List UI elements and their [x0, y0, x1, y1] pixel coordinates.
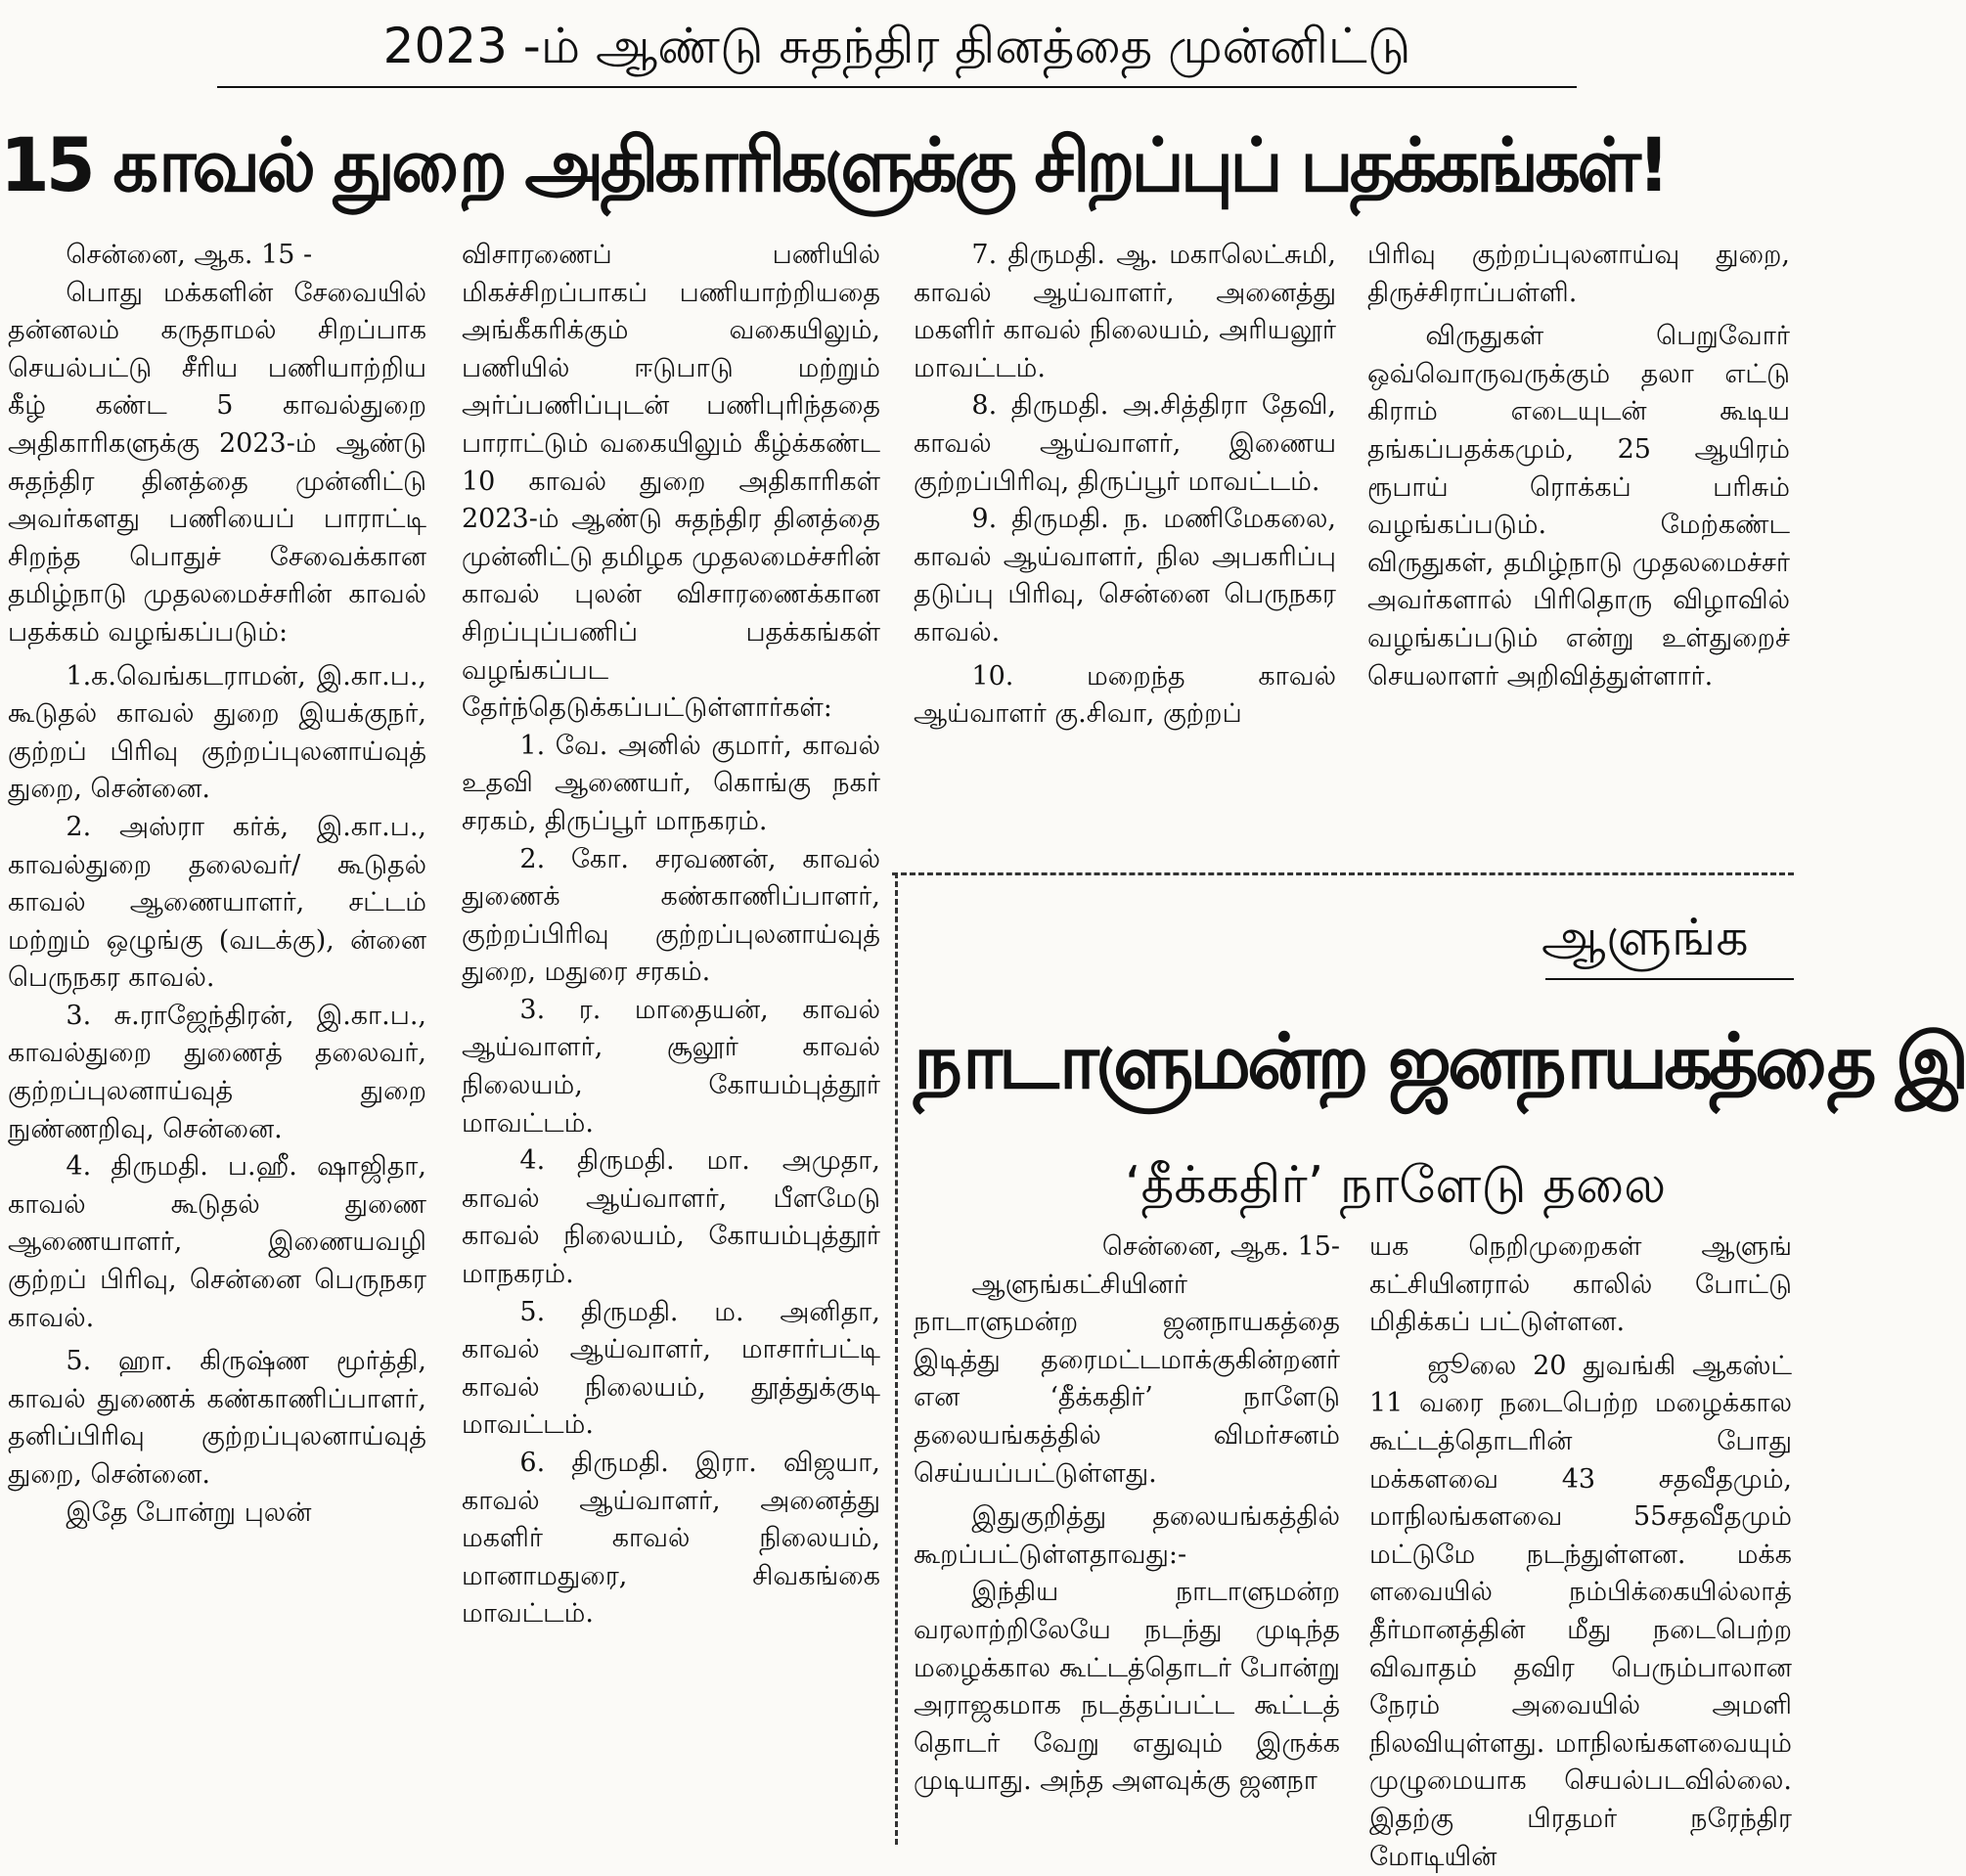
kicker-rule [217, 86, 1577, 88]
paragraph: ஜூலை 20 துவங்கி ஆகஸ்ட் 11 வரை நடைபெற்ற மழைக்கால கூட்டத்தொடரின் போது மக்களவை 43 சதவீதமும், மாநிலங்களவை 55சதவீதமும் மட்டுமே நடந்துள்ளன. மக்க ளவையில் நம்பிக்கையில்லாத் தீர்மானத்தின் மீது நடைபெற்ற விவாதம் தவிர பெரும்பாலான நேரம் அவையில் அமளி நிலவியுள்ளது. மாநிலங்களவையும் முழுமையாக செயல்படவில்லை. இதற்கு பிரதமர் நரேந்திர மோடியின் [1369, 1350, 1792, 1872]
article2-subhead: ‘தீக்கதிர்’ நாளேடு தலை [1125, 1156, 1667, 1215]
dateline: சென்னை, ஆக. 15- [1101, 1231, 1340, 1262]
article1-column-2 [462, 237, 880, 1633]
article2-column-1 [914, 1228, 1340, 1801]
list-item: 2. கோ. சரவணன், காவல் துணைக் கண்காணிப்பாளர், குற்றப்பிரிவு குற்றப்புலனாய்வுத் துறை, மதுரை சரகம். [462, 843, 880, 988]
paragraph: இதுகுறித்து தலையங்கத்தில் கூறப்பட்டுள்ளதாவது:- [914, 1501, 1340, 1570]
article2-kicker-rule [1545, 978, 1794, 980]
list-item: 8. திருமதி. அ.சித்திரா தேவி, காவல் ஆய்வாளர், இணைய குற்றப்பிரிவு, திருப்பூர் மாவட்டம். [914, 390, 1336, 497]
list-item: 9. திருமதி. ந. மணிமேகலை, காவல் ஆய்வாளர், நில அபகரிப்பு தடுப்பு பிரிவு, சென்னை பெருநகர காவல். [914, 504, 1336, 648]
article2-kicker: ஆளுங்க [1542, 909, 1749, 967]
paragraph: பிரிவு குற்றப்புலனாய்வு துறை, திருச்சிராப்பள்ளி. [1367, 240, 1790, 308]
paragraph: யக நெறிமுறைகள் ஆளுங் கட்சியினரால் காலில் போட்டு மிதிக்கப் பட்டுள்ளன. [1369, 1231, 1792, 1338]
paragraph: விருதுகள் பெறுவோர் ஒவ்வொருவருக்கும் தலா எட்டு கிராம் எடையுடன் கூடிய தங்கப்பதக்கமும், 25 ஆயிரம் ரூபாய் ரொக்கப் பரிசும் வழங்கப்படும். மேற்கண்ட விருதுகள், தமிழ்நாடு முதலமைச்சர் அவர்களால் பிரிதொரு விழாவில் வழங்கப்படும் என்று உள்துறைச் செயலாளர் அறிவித்துள்ளார். [1367, 321, 1790, 692]
list-item: 5. திருமதி. ம. அனிதா, காவல் ஆய்வாளர், மாசார்பட்டி காவல் நிலையம், தூத்துக்குடி மாவட்டம். [462, 1296, 880, 1441]
list-item: 5. ஹா. கிருஷ்ண மூர்த்தி, காவல் துணைக் கண்காணிப்பாளர், தனிப்பிரிவு குற்றப்புலனாய்வுத் துறை, சென்னை. [8, 1346, 426, 1490]
dateline: சென்னை, ஆக. 15 - [66, 240, 313, 270]
list-item: 1.க.வெங்கடராமன், இ.கா.ப., கூடுதல் காவல் துறை இயக்குநர், குற்றப் பிரிவு குற்றப்புலனாய்வுத் துறை, சென்னை. [8, 660, 426, 805]
paragraph: இந்திய நாடாளுமன்ற வரலாற்றிலேயே நடந்து முடிந்த மழைக்கால கூட்டத்தொடர் போன்று அராஜகமாக நடத்தப்பட்ட கூட்டத் தொடர் வேறு எதுவும் இருக்க முடியாது. அந்த அளவுக்கு ஜனநா [914, 1577, 1340, 1797]
list-item: 3. சு.ராஜேந்திரன், இ.கா.ப., காவல்துறை துணைத் தலைவர், குற்றப்புலனாய்வுத் துறை நுண்ணறிவு, சென்னை. [8, 1000, 426, 1144]
section-divider-vertical [895, 872, 898, 1845]
list-item: 4. திருமதி. மா. அமுதா, காவல் ஆய்வாளர், பீளமேடு காவல் நிலையம், கோயம்புத்தூர் மாநகரம். [462, 1145, 880, 1290]
paragraph: பொது மக்களின் சேவையில் தன்னலம் கருதாமல் சிறப்பாக செயல்பட்டு சீரிய பணியாற்றிய கீழ் கண்ட 5 காவல்துறை அதிகாரிகளுக்கு 2023-ம் ஆண்டு சுதந்திர தினத்தை முன்னிட்டு அவர்களது பணியைப் பாராட்டி சிறந்த பொதுச் சேவைக்கான தமிழ்நாடு முதலமைச்சரின் காவல் பதக்கம் வழங்கப்படும்: [8, 277, 426, 648]
list-item: 4. திருமதி. ப.ஹீ. ஷாஜிதா, காவல் கூடுதல் துணை ஆணையாளர், இணையவழி குற்றப் பிரிவு, சென்னை பெருநகர காவல். [8, 1151, 426, 1333]
list-item: 3. ர. மாதையன், காவல் ஆய்வாளர், சூலூர் காவல் நிலையம், கோயம்புத்தூர் மாவட்டம். [462, 994, 880, 1139]
article1-column-3 [914, 237, 1336, 734]
list-item: 7. திருமதி. ஆ. மகாலெட்சுமி, காவல் ஆய்வாளர், அனைத்து மகளிர் காவல் நிலையம், அரியலூர் மாவட்டம். [914, 240, 1336, 383]
headline-kicker: 2023 -ம் ஆண்டு சுதந்திர தினத்தை முன்னிட்டு [382, 18, 1411, 74]
section-divider-horizontal [892, 872, 1794, 875]
list-item: 10. மறைந்த காவல் ஆய்வாளர் கு.சிவா, குற்றப் [914, 660, 1336, 730]
list-item: 1. வே. அனில் குமார், காவல் உதவி ஆணையர், கொங்கு நகர் சரகம், திருப்பூர் மாநகரம். [462, 730, 880, 836]
main-headline: 15 காவல் துறை அதிகாரிகளுக்கு சிறப்புப் பதக்கங்கள்! [0, 121, 1667, 208]
article2-column-2 [1369, 1228, 1792, 1876]
article1-column-4 [1367, 237, 1790, 695]
paragraph: விசாரணைப் பணியில் மிகச்சிறப்பாகப் பணியாற்றியதை அங்கீகரிக்கும் வகையிலும், பணியில் ஈடுபாடு மற்றும் அர்ப்பணிப்புடன் பணிபுரிந்ததை பாராட்டும் வகையிலும் கீழ்க்கண்ட 10 காவல் துறை அதிகாரிகள் 2023-ம் ஆண்டு சுதந்திர தினத்தை முன்னிட்டு தமிழக முதலமைச்சரின் காவல் புலன் விசாரணைக்கான சிறப்புப்பணிப் பதக்கங்கள் வழங்கப்பட தேர்ந்தெடுக்கப்பட்டுள்ளார்கள்: [462, 240, 880, 724]
paragraph: ஆளுங்கட்சியினர் நாடாளுமன்ற ஜனநாயகத்தை இடித்து தரைமட்டமாக்குகின்றனர் என ‘தீக்கதிர்’ நாளேடு தலையங்கத்தில் விமர்சனம் செய்யப்பட்டுள்ளது. [914, 1269, 1340, 1489]
list-item: 6. திருமதி. இரா. விஜயா, காவல் ஆய்வாளர், அனைத்து மகளிர் காவல் நிலையம், மானாமதுரை, சிவகங்கை மாவட்டம். [462, 1448, 880, 1630]
list-item: 2. அஸ்ரா கர்க், இ.கா.ப., காவல்துறை தலைவர்/ கூடுதல் காவல் ஆணையாளர், சட்டம் மற்றும் ஒழுங்கு (வடக்கு), ன்னை பெருநகர காவல். [8, 811, 426, 994]
paragraph: இதே போன்று புலன் [66, 1496, 312, 1528]
article1-column-1 [8, 237, 426, 1532]
article2-headline: நாடாளுமன்ற ஜனநாயகத்தை இ [914, 1018, 1966, 1106]
